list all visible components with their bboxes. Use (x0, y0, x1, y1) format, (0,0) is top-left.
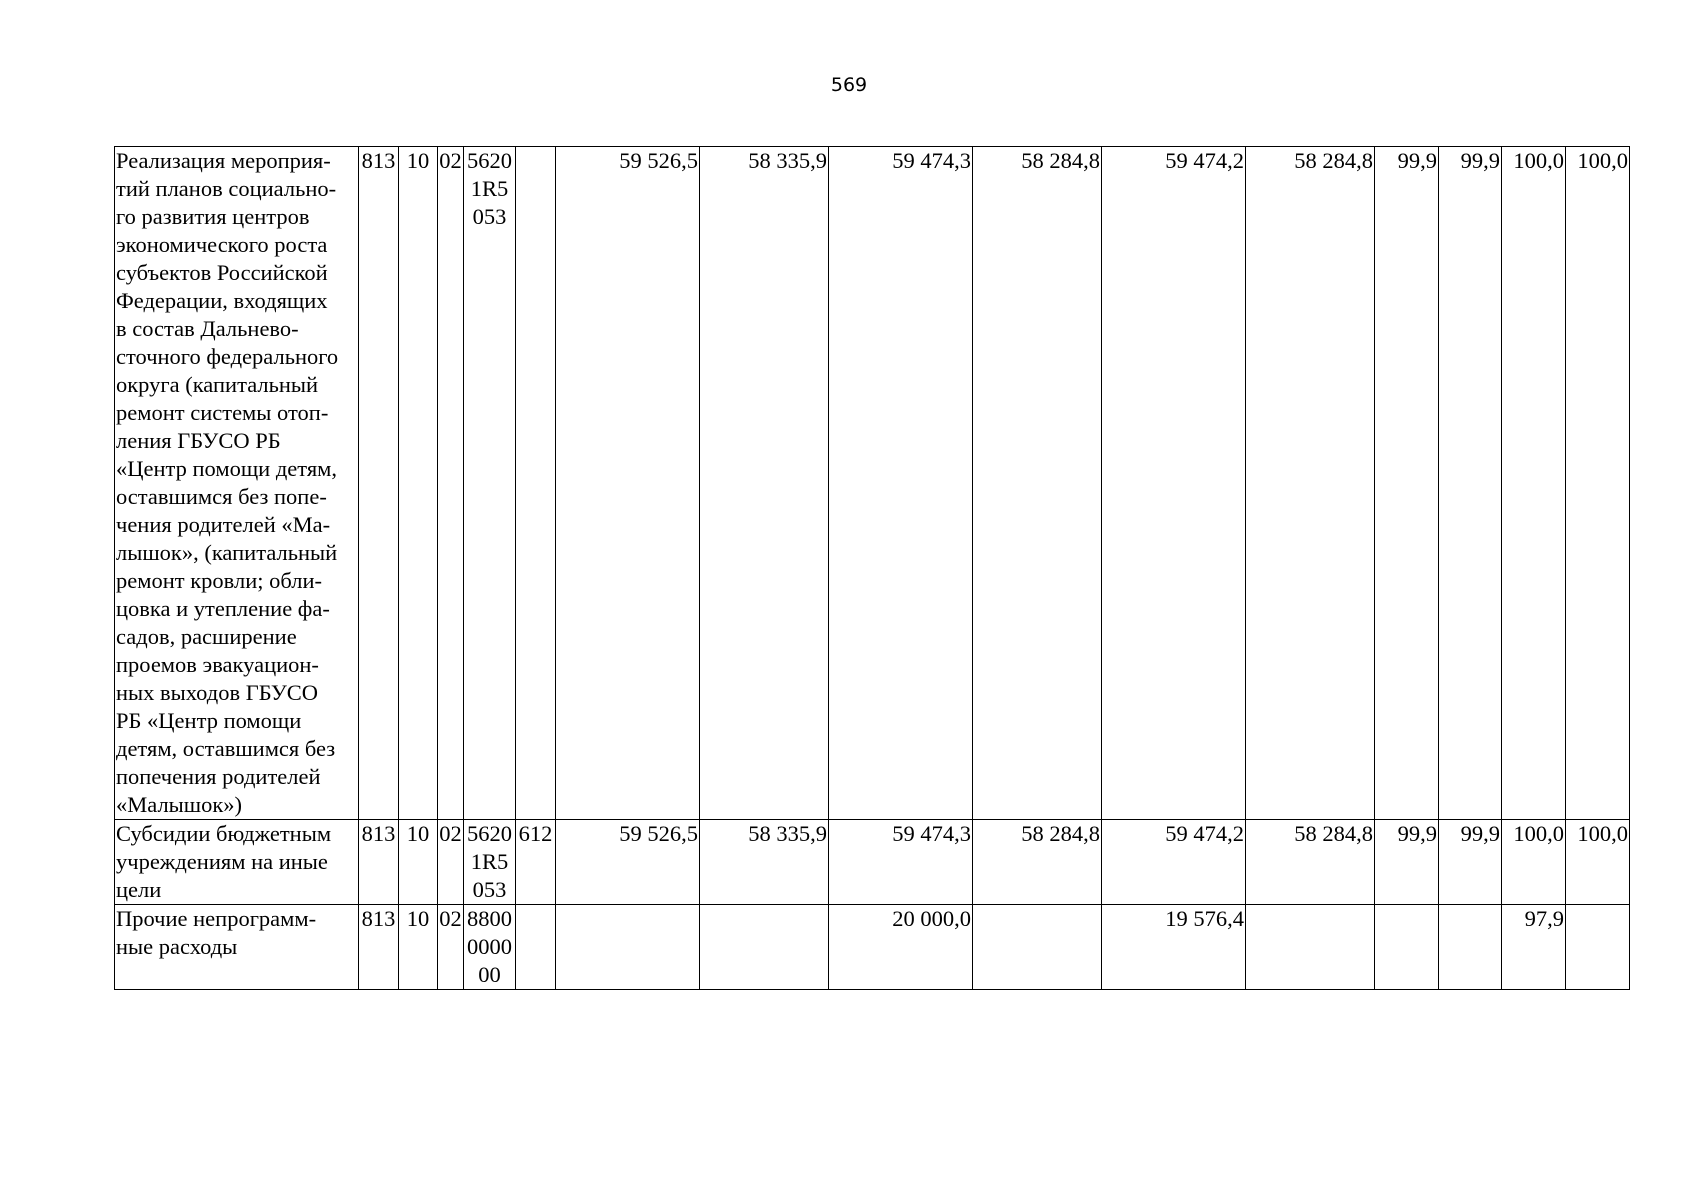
description-line: в состав Дальнево- (116, 316, 299, 341)
value-cell: 58 335,9 (700, 820, 829, 905)
value-cell: 58 284,8 (973, 147, 1102, 820)
description-line: Реализация мероприя- (116, 148, 331, 173)
description-line: попечения родителей (116, 764, 321, 789)
description-line: го развития центров (116, 204, 310, 229)
value-cell: 59 474,2 (1102, 820, 1246, 905)
value-cell: 20 000,0 (829, 905, 973, 990)
percent-cell: 97,9 (1502, 905, 1566, 990)
description-line: РБ «Центр помощи (116, 708, 302, 733)
percent-cell: 100,0 (1566, 820, 1630, 905)
description-line: оставшимся без попе- (116, 484, 327, 509)
value-cell: 19 576,4 (1102, 905, 1246, 990)
description-line: ных выходов ГБУСО (116, 680, 319, 705)
page-number: 569 (830, 74, 868, 96)
value-cell: 58 284,8 (973, 820, 1102, 905)
table-row (115, 820, 1630, 905)
percent-cell: 99,9 (1439, 147, 1502, 820)
value-cell: 59 526,5 (556, 147, 700, 820)
description-line: чения родителей «Ма- (116, 512, 331, 537)
grbs-code: 813 (359, 820, 399, 905)
value-cell: 59 474,3 (829, 820, 973, 905)
value-cell (556, 905, 700, 990)
description-line: садов, расширение (116, 624, 297, 649)
vr-code (516, 147, 556, 820)
value-cell: 58 284,8 (1246, 147, 1375, 820)
csr-code (464, 820, 516, 905)
rz-code: 10 (399, 147, 438, 820)
description-line: цовка и утепление фа- (116, 596, 330, 621)
description-line: учреждениям на иные (116, 849, 328, 874)
csr-line: 00 (478, 962, 501, 987)
grbs-code: 813 (359, 147, 399, 820)
percent-cell (1439, 905, 1502, 990)
description-line: экономического роста (116, 232, 328, 257)
csr-line: 053 (472, 877, 507, 902)
description-line: ремонт кровли; обли- (116, 568, 323, 593)
description-line: Федерации, входящих (116, 288, 328, 313)
table-row (115, 905, 1630, 990)
row-description (115, 147, 359, 820)
description-line: «Малышок») (116, 792, 243, 817)
csr-line: 0000 (467, 934, 512, 959)
description-line: округа (капитальный (116, 372, 319, 397)
table-row (115, 147, 1630, 820)
description-line: «Центр помощи детям, (116, 456, 338, 481)
percent-cell: 100,0 (1502, 820, 1566, 905)
description-line: ления ГБУСО РБ (116, 428, 281, 453)
percent-cell: 99,9 (1375, 820, 1439, 905)
description-line: лышок», (капитальный (116, 540, 338, 565)
csr-line: 1R5 (470, 849, 509, 874)
pr-code: 02 (438, 905, 464, 990)
percent-cell: 100,0 (1566, 147, 1630, 820)
description-line: Прочие непрограмм- (116, 906, 317, 931)
description-line: субъектов Российской (116, 260, 328, 285)
percent-cell: 100,0 (1502, 147, 1566, 820)
description-line: цели (116, 877, 162, 902)
percent-cell: 99,9 (1375, 147, 1439, 820)
vr-code (516, 905, 556, 990)
rz-code: 10 (399, 820, 438, 905)
description-line: Субсидии бюджетным (116, 821, 332, 846)
value-cell: 59 526,5 (556, 820, 700, 905)
description-line: сточного федерального (116, 344, 339, 369)
pr-code: 02 (438, 147, 464, 820)
row-description (115, 820, 359, 905)
value-cell (973, 905, 1102, 990)
pr-code: 02 (438, 820, 464, 905)
value-cell (700, 905, 829, 990)
csr-code (464, 905, 516, 990)
csr-line: 053 (472, 204, 507, 229)
csr-code (464, 147, 516, 820)
percent-cell (1375, 905, 1439, 990)
grbs-code: 813 (359, 905, 399, 990)
value-cell: 58 335,9 (700, 147, 829, 820)
value-cell (1246, 905, 1375, 990)
value-cell: 58 284,8 (1246, 820, 1375, 905)
description-line: детям, оставшимся без (116, 736, 336, 761)
percent-cell (1566, 905, 1630, 990)
rz-code: 10 (399, 905, 438, 990)
percent-cell: 99,9 (1439, 820, 1502, 905)
description-line: проемов эвакуацион- (116, 652, 319, 677)
csr-line: 5620 (467, 821, 512, 846)
csr-line: 5620 (467, 148, 512, 173)
budget-table (114, 146, 1630, 990)
vr-code: 612 (516, 820, 556, 905)
csr-line: 8800 (467, 906, 512, 931)
value-cell: 59 474,2 (1102, 147, 1246, 820)
description-line: ремонт системы отоп- (116, 400, 329, 425)
description-line: тий планов социально- (116, 176, 337, 201)
description-line: ные расходы (116, 934, 238, 959)
value-cell: 59 474,3 (829, 147, 973, 820)
csr-line: 1R5 (470, 176, 509, 201)
table-body (115, 147, 1630, 990)
row-description (115, 905, 359, 990)
